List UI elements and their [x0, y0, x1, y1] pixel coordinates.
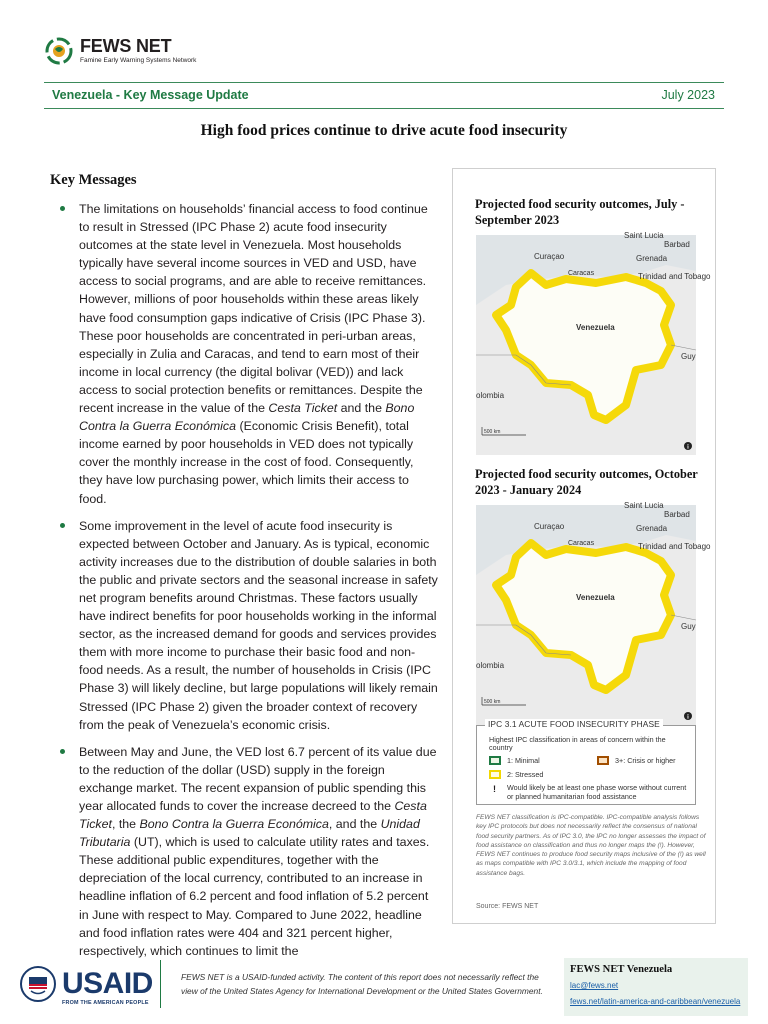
key-message-1 — [58, 200, 438, 508]
contact-title: FEWS NET Venezuela — [570, 964, 673, 975]
legend-label-minimal: 1: Minimal — [507, 756, 540, 765]
key-message-text: The limitations on households’ financial access to food continue to result in Stressed (IPC Phase 2) acute food insecurity outcomes at the state level in Venezuela. Most households typically have several income sources in VED and USD, have access to social programs, and are able to receive remittances. However, millions of poor households within these areas likely have food consumption gaps indicative of Crisis (IPC Phase 3). These poor households are concentrated in peri-urban areas, especially in Zulia and Caracas, and tend to earn most of their income in local currency (the digital bolivar (VED)) and lack access to social protection benefits or remittances. Despite the recent increase in the value of the Cesta Ticket and the Bono Contra la Guerra Económica (Economic Crisis Benefit), total income earned by poor households in VED does not typically cover the monthly increase in the cost of food. Consequently, they have low purchasing power, which limits their access to food. — [79, 202, 428, 506]
usaid-seal-icon — [20, 966, 56, 1002]
key-message-text: Some improvement in the level of acute food insecurity is expected between October and January. As is typical, economic activity increases due to the distribution of double salaries in both the public and private sectors and the seasonal increase in safety net program benefits around Christmas. These factors usually have indirect benefits for poor households working in the informal sector, as the increased demand for goods and services provides them with more income to purchase their basic food and non-food needs. As a result, the number of households in Crisis (IPC Phase 3) will likely decline, but large populations will likely remain Stressed (IPC Phase 2) given the broader context of recovery from the peak of Venezuela’s economic crisis. — [79, 518, 438, 732]
legend-label-crisis: 3+: Crisis or higher — [615, 756, 676, 765]
page-title: High food prices continue to drive acute food insecurity — [200, 122, 568, 139]
legend-label-assistance: Would likely be at least one phase worse without current or planned humanitarian food assistance — [507, 783, 687, 801]
legend-swatch-stressed — [489, 770, 501, 779]
key-messages-list — [58, 200, 438, 969]
ipc-legend — [476, 719, 696, 805]
legend-label-stressed: 2: Stressed — [507, 770, 544, 779]
label-barbados: Barbad — [664, 510, 690, 519]
label-saint-lucia: Saint Lucia — [624, 501, 664, 510]
footer-divider — [160, 960, 161, 1008]
label-colombia: olombia — [476, 661, 505, 670]
label-caracas: Caracas — [568, 540, 595, 547]
legend-swatch-crisis — [597, 756, 609, 765]
svg-text:i: i — [687, 444, 689, 451]
label-venezuela: Venezuela — [576, 323, 615, 332]
globe-icon — [44, 36, 74, 66]
map-scale: 500 km — [484, 429, 501, 435]
map-title-2: Projected food security outcomes, October 2023 - January 2024 — [475, 467, 698, 497]
key-message-3 — [58, 743, 438, 960]
org-subtitle: Famine Early Warning Systems Network — [80, 57, 197, 64]
label-barbados: Barbad — [664, 240, 690, 249]
contact-email-link[interactable]: lac@fews.net — [570, 981, 619, 990]
contact-box — [564, 958, 748, 1016]
bullet-icon — [60, 749, 65, 754]
label-colombia: olombia — [476, 391, 505, 400]
label-trinidad: Trinidad and Tobago — [638, 272, 711, 281]
svg-text:i: i — [687, 714, 689, 721]
contact-url-link[interactable]: fews.net/latin-america-and-caribbean/venezuela — [570, 997, 741, 1006]
fews-net-logo — [44, 36, 196, 66]
label-trinidad: Trinidad and Tobago — [638, 542, 711, 551]
label-curacao: Curaçao — [534, 522, 565, 531]
label-guyana: Guy — [681, 622, 696, 631]
map-october-2023-january-2024[interactable] — [476, 501, 711, 725]
label-guyana: Guy — [681, 352, 696, 361]
map-title-1: Projected food security outcomes, July - September 2023 — [475, 197, 685, 227]
label-curacao: Curaçao — [534, 252, 565, 261]
label-grenada: Grenada — [636, 254, 668, 263]
usaid-logo — [20, 966, 153, 1002]
label-venezuela: Venezuela — [576, 593, 615, 602]
legend-title: IPC 3.1 ACUTE FOOD INSECURITY PHASE — [485, 719, 663, 729]
exclamation-icon: ! — [493, 784, 496, 794]
map-scale: 500 km — [484, 699, 501, 705]
key-message-text: Between May and June, the VED lost 6.7 percent of its value due to the reduction of the dollar (USD) supply in the foreign exchange market. The recent expansion of public spending this year allocated funds to cover the increase decreed to the Cesta Ticket, the Bono Contra la Guerra Económica, and the Unidad Tributaria (UT), which is used to calculate utility rates and taxes. These additional public expenditures, together with the depreciation of the local currency, contributed to an increase in headline inflation of 6.2 percent and food inflation of 5.2 percent in June with respect to May. Compared to June 2022, headline and food inflation rates were 404 and 321 percent higher, respectively, which continues to limit the — [79, 744, 437, 958]
org-name: FEWS NET — [80, 36, 172, 56]
report-date: July 2023 — [661, 88, 715, 102]
map-sidebar — [452, 168, 716, 924]
legend-swatch-minimal — [489, 756, 501, 765]
legend-subtitle: Highest IPC classification in areas of concern within the country — [489, 735, 666, 752]
label-grenada: Grenada — [636, 524, 668, 533]
usaid-wordmark: USAID — [62, 967, 153, 1000]
footer-disclaimer: FEWS NET is a USAID-funded activity. The content of this report does not necessarily reflect the view of the United States Agency for International Development or the United States Government. — [181, 972, 543, 996]
header-rule-top — [44, 82, 724, 83]
map-source: Source: FEWS NET — [476, 903, 539, 910]
label-caracas: Caracas — [568, 270, 595, 277]
report-type: Venezuela - Key Message Update — [52, 88, 249, 102]
header-rule-bottom — [44, 108, 724, 109]
bullet-icon — [60, 206, 65, 211]
bullet-icon — [60, 523, 65, 528]
label-saint-lucia: Saint Lucia — [624, 231, 664, 240]
key-message-2 — [58, 517, 438, 734]
map-note: FEWS NET classification is IPC-compatible. IPC-compatible analysis follows key IPC protocols but does not necessarily reflect the consensus of national food security partners. As of IPC 3.0, the IPC no longer assesses the impact of food assistance on classification and thus no longer maps the (!). However, FEWS NET continues to produce food security maps inclusive of the (!) as well as maps compatible with IPC 3.0/3.1, which include the mapping of food assistance bags. — [476, 814, 706, 877]
map-july-september-2023[interactable] — [476, 231, 711, 455]
usaid-tagline: FROM THE AMERICAN PEOPLE — [62, 1000, 149, 1006]
section-heading: Key Messages — [50, 172, 137, 188]
